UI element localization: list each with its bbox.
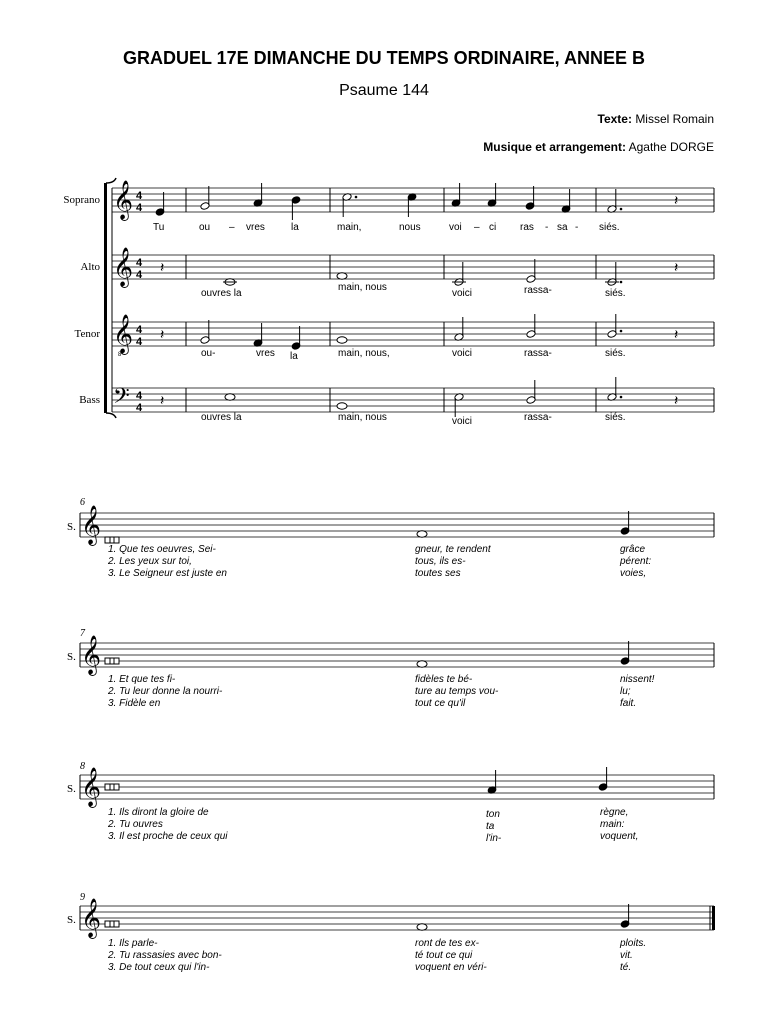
verse-line-2: 2. Tu ouvres <box>108 819 163 830</box>
lyric-syllable: vres <box>246 222 265 233</box>
measure-number: 7 <box>80 628 85 639</box>
verse-line-2: pérent: <box>620 556 652 567</box>
text-credit-value: Missel Romain <box>635 112 714 126</box>
staff-lines-alto <box>112 255 714 279</box>
voice-name-alto: Alto <box>80 261 100 273</box>
whole-note <box>417 661 427 667</box>
verse-system-9 <box>67 892 715 973</box>
breve-note <box>105 921 119 927</box>
verse-system-8 <box>67 761 714 844</box>
time-signatures <box>136 190 143 414</box>
lyric-syllable: main, nous <box>338 412 387 423</box>
verse-line-1: fidèles te bé- <box>415 674 473 685</box>
treble-8vb-clef-icon: 𝄞 <box>113 315 134 353</box>
lyric-syllable: ou- <box>201 348 216 359</box>
verse-line-1: ront de tes ex- <box>415 938 479 949</box>
measure-number: 9 <box>80 892 85 903</box>
lyric-syllable: main, nous, <box>338 348 390 359</box>
lyrics-bass <box>201 412 626 427</box>
lyric-syllable: vres <box>256 348 275 359</box>
lyrics-alto <box>201 282 626 299</box>
verse-line-2: vit. <box>620 950 633 961</box>
lyric-syllable: rassa- <box>524 348 552 359</box>
whole-note <box>417 531 427 537</box>
lyric-hyphen: - <box>545 222 549 233</box>
quarter-rest-icon: 𝄽 <box>674 192 679 208</box>
verse-line-1: gneur, te rendent <box>415 544 491 555</box>
lyric-syllable: siés. <box>605 288 626 299</box>
soprano-notes <box>155 183 622 220</box>
time-sig-4-4-icon: 4 <box>136 257 143 269</box>
lyric-syllable: sa <box>557 222 568 233</box>
verse-line-2: ta <box>486 821 495 832</box>
measure-number: 8 <box>80 761 85 772</box>
lyric-syllable: siés. <box>599 222 620 233</box>
lyric-syllable: voi <box>449 222 462 233</box>
bracket-bottom-hook <box>106 413 116 418</box>
system-bracket <box>104 183 107 413</box>
verse-line-1: 1. Ils parle- <box>108 938 158 949</box>
verse-line-3: voies, <box>620 568 647 579</box>
lyric-syllable: voici <box>452 416 473 427</box>
verse-line-2: 2. Les yeux sur toi, <box>108 556 192 567</box>
quarter-rest-icon: 𝄽 <box>674 326 679 342</box>
verse-line-3: toutes ses <box>415 568 461 579</box>
quarter-rest-icon: 𝄽 <box>160 326 165 342</box>
lyric-syllable: rassa- <box>524 285 552 296</box>
treble-clef-icon: 𝄞 <box>113 181 134 219</box>
lyric-syllable: ouvres la <box>201 288 242 299</box>
treble-clef-icon: 𝄞 <box>81 899 102 937</box>
whole-note <box>337 403 347 409</box>
text-credit-label: Texte: <box>597 112 632 126</box>
verse-line-3: tout ce qu'il <box>415 698 466 709</box>
final-barline-thick <box>712 906 715 930</box>
voice-name-soprano: Soprano <box>63 194 100 206</box>
verse-line-2: tous, ils es- <box>415 556 466 567</box>
lyric-syllable: rassa- <box>524 412 552 423</box>
music-credit-value: Agathe DORGE <box>628 140 714 154</box>
score-title: GRADUEL 17E DIMANCHE DU TEMPS ORDINAIRE, ANNEE B <box>122 48 646 68</box>
verse-line-1: ploits. <box>620 938 647 949</box>
whole-note <box>417 924 427 930</box>
verse-line-1: règne, <box>600 807 629 818</box>
voice-abbrev: S. <box>67 914 76 926</box>
verse-line-2: té tout ce qui <box>415 950 473 961</box>
bass-clef-icon: 𝄢 <box>113 383 130 413</box>
lyric-syllable: ci <box>489 222 497 233</box>
lyric-syllable: voici <box>452 288 473 299</box>
breve-note <box>105 537 119 543</box>
verse-line-1: 1. Que tes oeuvres, Sei- <box>108 544 216 555</box>
lyric-syllable: Tu <box>153 222 165 233</box>
time-sig-4-4-icon: 4 <box>136 269 143 281</box>
lyric-syllable: main, nous <box>338 282 387 293</box>
whole-note <box>337 337 347 343</box>
time-sig-4-4-icon: 4 <box>136 324 143 336</box>
quarter-rest-icon: 𝄽 <box>160 259 165 275</box>
lyric-syllable: main, <box>337 222 362 233</box>
verse-line-1: 1. Et que tes fi- <box>108 674 176 685</box>
time-sig-4-4-icon: 4 <box>136 336 143 348</box>
voice-name-bass: Bass <box>79 394 100 406</box>
staff-lines-bass <box>112 388 714 412</box>
lyric-syllable: la <box>290 351 298 362</box>
time-sig-4-4-icon: 4 <box>136 190 143 202</box>
voice-abbrev: S. <box>67 651 76 663</box>
quarter-rest-icon: 𝄽 <box>674 259 679 275</box>
voice-abbrev: S. <box>67 783 76 795</box>
verse-line-1: nissent! <box>620 674 655 685</box>
score-subtitle: Psaume 144 <box>339 82 429 99</box>
verse-line-3: 3. Il est proche de ceux qui <box>108 831 228 842</box>
breve-note <box>105 658 119 664</box>
verse-line-2: lu; <box>620 686 631 697</box>
verse-line-3: té. <box>620 962 632 973</box>
verse-line-2: 2. Tu leur donne la nourri- <box>108 686 223 697</box>
treble-clef-icon: 𝄞 <box>113 248 134 286</box>
time-sig-4-4-icon: 4 <box>136 202 143 214</box>
measure-number: 6 <box>80 497 85 508</box>
clefs-system-1 <box>113 181 133 413</box>
verse-line-1: grâce <box>620 544 646 555</box>
verse-line-2: main: <box>600 819 625 830</box>
lyric-hyphen: - <box>575 222 579 233</box>
verse-line-3: fait. <box>620 698 637 709</box>
tenor-notes <box>200 314 622 350</box>
voice-abbrev: S. <box>67 521 76 533</box>
lyric-syllable: voici <box>452 348 473 359</box>
verse-line-1: 1. Ils diront la gloire de <box>108 807 209 818</box>
verse-line-3: 3. De tout ceux qui l'in- <box>108 962 210 973</box>
lyrics-tenor <box>201 348 626 362</box>
lyric-syllable: la <box>291 222 299 233</box>
lyric-syllable: siés. <box>605 348 626 359</box>
quarter-rest-icon: 𝄽 <box>160 392 165 408</box>
treble-clef-icon: 𝄞 <box>81 768 102 806</box>
verse-line-3: voquent en véri- <box>415 962 487 973</box>
bass-notes <box>225 377 622 417</box>
lyric-hyphen: – <box>229 222 235 233</box>
verse-line-3: l'in- <box>486 833 502 844</box>
voice-name-tenor: Tenor <box>74 328 100 340</box>
verse-line-3: voquent, <box>600 831 639 842</box>
verse-line-2: ture au temps vou- <box>415 686 499 697</box>
verse-line-3: 3. Fidèle en <box>108 698 161 709</box>
lyric-syllable: ouvres la <box>201 412 242 423</box>
treble-clef-icon: 𝄞 <box>81 506 102 544</box>
lyric-syllable: ras <box>520 222 534 233</box>
treble-clef-icon: 𝄞 <box>81 636 102 674</box>
verse-line-3: 3. Le Seigneur est juste en <box>108 568 227 579</box>
lyric-syllable: nous <box>399 222 421 233</box>
lyrics-soprano <box>153 222 620 233</box>
time-sig-4-4-icon: 4 <box>136 402 143 414</box>
whole-note <box>337 273 347 279</box>
lyric-syllable: ou <box>199 222 211 233</box>
verse-system-7 <box>67 628 714 709</box>
verse-line-1: ton <box>486 809 500 820</box>
lyric-syllable: siés. <box>605 412 626 423</box>
lyric-hyphen: – <box>474 222 480 233</box>
verse-system-6 <box>67 497 714 579</box>
verse-line-2: 2. Tu rassasies avec bon- <box>108 950 222 961</box>
quarter-rest-icon: 𝄽 <box>674 392 679 408</box>
octave-8-marker: 8 <box>118 352 122 358</box>
whole-note <box>225 394 235 400</box>
music-credit-label: Musique et arrangement: <box>483 140 626 154</box>
breve-note <box>105 784 119 790</box>
time-sig-4-4-icon: 4 <box>136 390 143 402</box>
